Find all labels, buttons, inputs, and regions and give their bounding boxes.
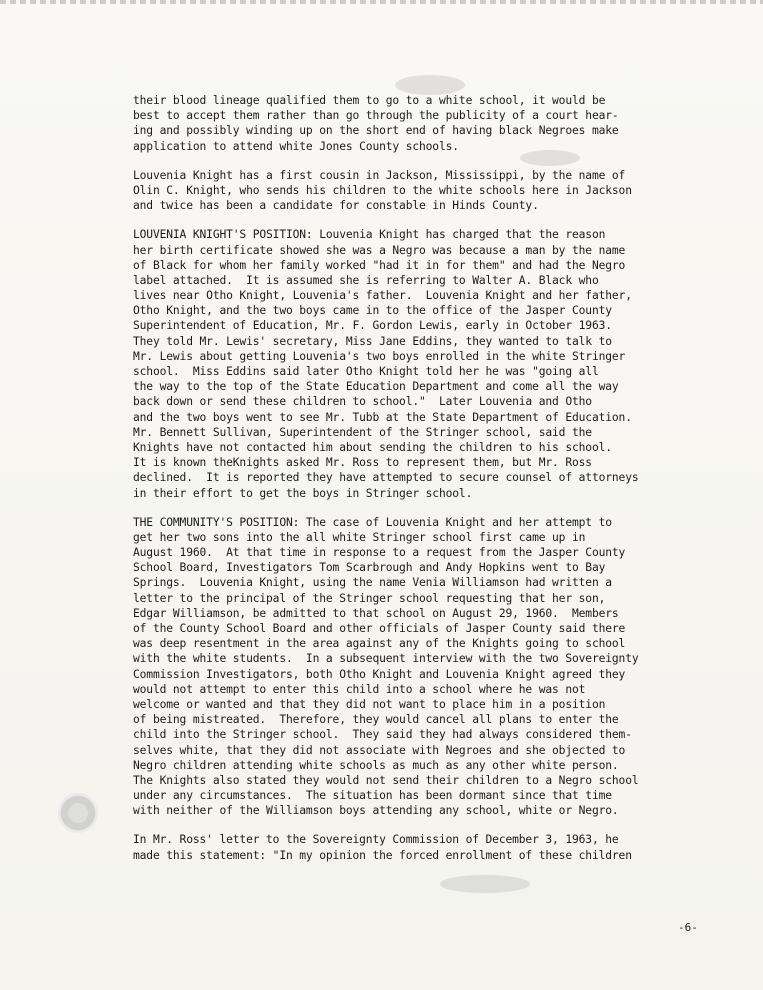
- text-line: lives near Otho Knight, Louvenia's father. Louvenia Knight and her father,: [133, 289, 632, 303]
- text-line: Springs. Louvenia Knight, using the name Venia Williamson had written a: [133, 576, 612, 590]
- text-line: of the County School Board and other officials of Jasper County said there: [133, 622, 626, 635]
- paragraph: [133, 93, 708, 154]
- text-line: Knights have not contacted him about sending the children to his school.: [133, 440, 612, 454]
- text-line: Louvenia Knight has a first cousin in Jackson, Mississippi, by the name of: [133, 168, 626, 182]
- text-line: best to accept them rather than go through the publicity of a court hear-: [133, 109, 619, 123]
- text-line: Edgar Williamson, be admitted to that school on August 29, 1960. Members: [133, 606, 619, 620]
- text-line: get her two sons into the all white Stringer school first came up in: [133, 530, 586, 544]
- scan-speck: [440, 875, 530, 893]
- text-line: It is known theKnights asked Mr. Ross to represent them, but Mr. Ross: [133, 456, 592, 470]
- page-number: -6-: [678, 921, 698, 934]
- text-line: declined. It is reported they have attempted to secure counsel of attorneys: [133, 471, 639, 485]
- paragraph: [133, 515, 708, 819]
- text-line: Mr. Bennett Sullivan, Superintendent of the Stringer school, said the: [133, 425, 592, 439]
- text-line: in their effort to get the boys in Stringer school.: [133, 486, 473, 500]
- text-line: application to attend white Jones County schools.: [133, 139, 459, 153]
- text-line: August 1960. At that time in response to a request from the Jasper County: [133, 546, 626, 560]
- paragraph: [133, 168, 708, 214]
- text-line: of being mistreated. Therefore, they would cancel all plans to enter the: [133, 713, 619, 727]
- text-line: with the white students. In a subsequent interview with the two Sovereignty: [133, 652, 639, 666]
- document-body: [133, 93, 708, 877]
- text-line: would not attempt to enter this child into a school where he was not: [133, 682, 586, 696]
- text-line: They told Mr. Lewis' secretary, Miss Jane Eddins, they wanted to talk to: [133, 334, 612, 348]
- text-line: and twice has been a candidate for constable in Hinds County.: [133, 199, 539, 213]
- text-line: Commission Investigators, both Otho Knight and Louvenia Knight agreed they: [133, 667, 626, 681]
- text-line: made this statement: "In my opinion the forced enrollment of these children: [133, 848, 632, 862]
- text-line: under any circumstances. The situation has been dormant since that time: [133, 789, 612, 803]
- text-line: welcome or wanted and that they did not want to place him in a position: [133, 697, 606, 711]
- text-line: their blood lineage qualified them to go to a white school, it would be: [133, 94, 606, 107]
- text-line: letter to the principal of the Stringer school requesting that her son,: [133, 591, 606, 605]
- scan-edge: [0, 0, 763, 4]
- scan-speck: [395, 75, 465, 95]
- binder-hole: [58, 793, 98, 833]
- paragraph: [133, 832, 708, 862]
- text-line: back down or send these children to school." Later Louvenia and Otho: [133, 395, 592, 409]
- paragraph: [133, 227, 708, 500]
- text-line: ing and possibly winding up on the short end of having black Negroes make: [133, 124, 619, 138]
- text-line: with neither of the Williamson boys attending any school, white or Negro.: [133, 804, 619, 818]
- text-line: School Board, Investigators Tom Scarbrough and Andy Hopkins went to Bay: [133, 561, 606, 575]
- text-line: LOUVENIA KNIGHT'S POSITION: Louvenia Knight has charged that the reason: [133, 228, 606, 242]
- text-line: school. Miss Eddins said later Otho Knight told her he was "going all: [133, 365, 599, 378]
- text-line: the way to the top of the State Education Department and come all the way: [133, 380, 619, 394]
- text-line: The Knights also stated they would not send their children to a Negro school: [133, 773, 639, 787]
- text-line: her birth certificate showed she was a Negro was because a man by the name: [133, 243, 626, 257]
- text-line: Mr. Lewis about getting Louvenia's two boys enrolled in the white Stringer: [133, 349, 626, 363]
- text-line: Otho Knight, and the two boys came in to the office of the Jasper County: [133, 304, 612, 318]
- text-line: Olin C. Knight, who sends his children to the white schools here in Jackson: [133, 183, 632, 197]
- text-line: Negro children attending white schools as much as any other white person.: [133, 758, 619, 772]
- text-line: label attached. It is assumed she is referring to Walter A. Black who: [133, 273, 599, 287]
- text-line: selves white, that they did not associate with Negroes and she objected to: [133, 743, 626, 757]
- text-line: Superintendent of Education, Mr. F. Gordon Lewis, early in October 1963.: [133, 319, 612, 333]
- text-line: In Mr. Ross' letter to the Sovereignty Commission of December 3, 1963, he: [133, 833, 619, 847]
- text-line: was deep resentment in the area against any of the Knights going to school: [133, 637, 626, 651]
- text-line: of Black for whom her family worked "had it in for them" and had the Negro: [133, 258, 626, 272]
- text-line: and the two boys went to see Mr. Tubb at the State Department of Education.: [133, 410, 632, 424]
- text-line: child into the Stringer school. They said they had always considered them-: [133, 728, 632, 742]
- text-line: THE COMMUNITY'S POSITION: The case of Louvenia Knight and her attempt to: [133, 515, 612, 529]
